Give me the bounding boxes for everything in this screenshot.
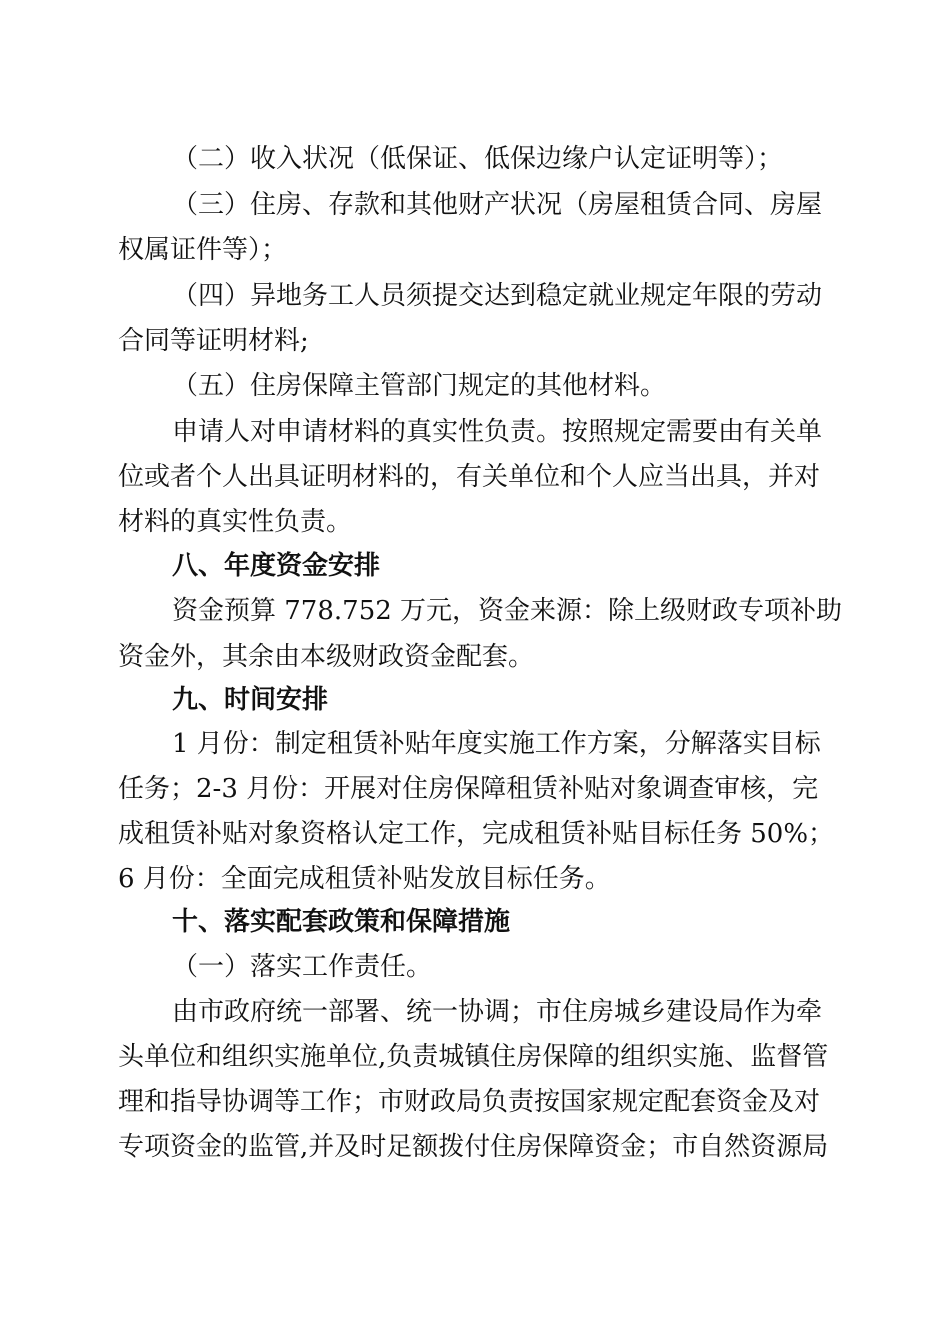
section-heading: 十、落实配套政策和保障措施 xyxy=(172,907,511,937)
paragraph-line: 资金外，其余由本级财政资金配套。 xyxy=(118,642,535,672)
paragraph-line: 合同等证明材料; xyxy=(118,326,309,356)
paragraph-line: 材料的真实性负责。 xyxy=(118,507,353,537)
paragraph-line: 权属证件等）； xyxy=(118,235,288,265)
paragraph-line: （一）落实工作责任。 xyxy=(172,952,433,982)
paragraph-line: 任务；2-3 月份：开展对住房保障租赁补贴对象调查审核，完 xyxy=(118,774,819,804)
paragraph-line: 专项资金的监管,并及时足额拨付住房保障资金；市自然资源局 xyxy=(118,1132,829,1162)
paragraph-line: 由市政府统一部署、统一协调；市住房城乡建设局作为牵 xyxy=(172,997,823,1027)
section-heading: 九、时间安排 xyxy=(172,685,329,715)
paragraph-line: 6 月份：全面完成租赁补贴发放目标任务。 xyxy=(118,864,611,894)
paragraph-line: 成租赁补贴对象资格认定工作，完成租赁补贴目标任务 50%； xyxy=(118,819,835,849)
paragraph-line: 头单位和组织实施单位,负责城镇住房保障的组织实施、监督管 xyxy=(118,1042,829,1072)
paragraph-line: 资金预算 778.752 万元，资金来源：除上级财政专项补助 xyxy=(172,596,843,626)
paragraph-line: 理和指导协调等工作；市财政局负责按国家规定配套资金及对 xyxy=(118,1087,821,1117)
paragraph-line: 位或者个人出具证明材料的，有关单位和个人应当出具，并对 xyxy=(118,462,821,492)
paragraph-line: （四）异地务工人员须提交达到稳定就业规定年限的劳动 xyxy=(172,281,823,311)
paragraph-line: 申请人对申请材料的真实性负责。按照规定需要由有关单 xyxy=(172,417,823,447)
paragraph-line: （二）收入状况（低保证、低保边缘户认定证明等）； xyxy=(172,144,784,174)
paragraph-line: （五）住房保障主管部门规定的其他材料。 xyxy=(172,371,667,401)
paragraph-line: （三）住房、存款和其他财产状况（房屋租赁合同、房屋 xyxy=(172,190,823,220)
paragraph-line: 1 月份：制定租赁补贴年度实施工作方案，分解落实目标 xyxy=(172,729,821,759)
section-heading: 八、年度资金安排 xyxy=(172,551,381,581)
